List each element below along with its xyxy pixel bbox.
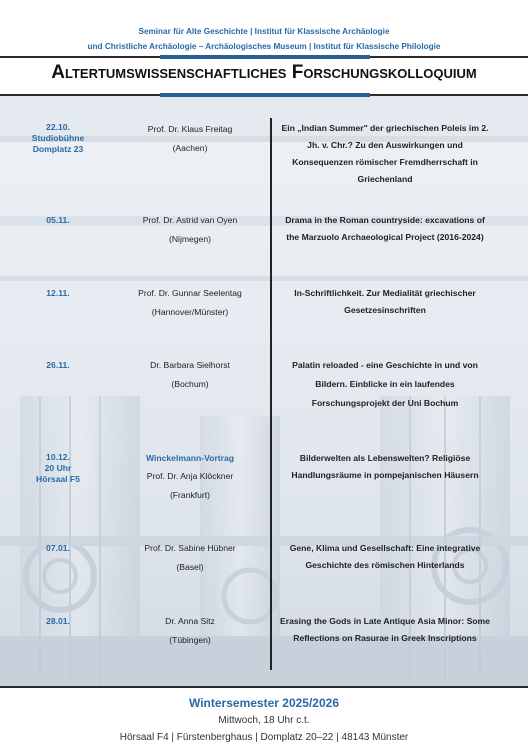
session-speaker: [110, 450, 270, 505]
session-date: [14, 122, 102, 155]
session-date-day: 10.12.: [46, 452, 70, 462]
session-date: [14, 543, 102, 554]
header: [0, 0, 528, 60]
session-topic: Gene, Klima und Gesellschaft: Eine integrative Geschichte des römischen Hinterlands: [289, 543, 481, 570]
session-speaker: [110, 284, 270, 322]
title-rule-accent: [160, 93, 370, 97]
session-topic: Bilderwelten als Lebenswelten? Religiöse Handlungsräume in pompejanischen Häusern: [291, 453, 479, 480]
speaker-name: Prof. Dr. Klaus Freitag: [147, 124, 233, 134]
session-date-day: 22.10.: [46, 122, 70, 132]
special-lecture-label: Winckelmann-Vortrag: [145, 453, 235, 463]
session-speaker: [110, 356, 270, 394]
speaker-affiliation: (Frankfurt): [169, 490, 211, 500]
footer: [0, 688, 528, 752]
speaker-affiliation: (Aachen): [172, 143, 208, 153]
session-date: [14, 452, 102, 485]
header-institutes-line-2: und Christliche Archäologie – Archäologisches Museum | Institut für Klassische Philologie: [87, 42, 441, 51]
meeting-time: Mittwoch, 18 Uhr c.t.: [218, 715, 310, 726]
session-speaker: [110, 211, 270, 249]
speaker-affiliation: (Bochum): [171, 379, 209, 389]
session-topic: Palatin reloaded - eine Geschichte in und von Bildern. Einblicke in ein laufendes Forschungsprojekt der Uni Bochum: [292, 360, 478, 408]
session-topic: Ein „Indian Summer" der griechischen Poleis im 2. Jh. v. Chr.? Zu den Auswirkungen und Konsequenzen römischer Fremdherrschaft in Griechenland: [281, 123, 489, 184]
session-date-day: 28.01.: [46, 616, 70, 626]
session-date-venue: Studiobühne: [31, 133, 85, 143]
session-topic: In-Schriftlichkeit. Zur Medialität griechischer Gesetzesinschriften: [294, 288, 476, 315]
speaker-name: Dr. Anna Sitz: [165, 616, 215, 626]
session-date-day: 12.11.: [46, 288, 70, 298]
speaker-affiliation: (Basel): [176, 562, 204, 572]
speaker-name: Prof. Dr. Anja Klöckner: [146, 471, 234, 481]
page-title: Altertumswissenschaftliches Forschungskolloquium: [51, 62, 477, 83]
speaker-affiliation: (Hannover/Münster): [151, 307, 229, 317]
header-rule-accent: [160, 55, 370, 59]
speaker-name: Dr. Barbara Sielhorst: [150, 360, 230, 370]
header-institutes-line-1: Seminar für Alte Geschichte | Institut für Klassische Archäologie: [138, 27, 390, 36]
session-date-room: Hörsaal F5: [36, 474, 80, 484]
session-date-day: 05.11.: [46, 215, 70, 225]
column-divider: [270, 118, 272, 670]
session-date-time: 20 Uhr: [44, 463, 72, 473]
semester-label: Wintersemester 2025/2026: [189, 696, 339, 710]
speaker-name: Prof. Dr. Gunnar Seelentag: [138, 288, 242, 298]
session-date-day: 26.11.: [46, 360, 70, 370]
session-topic: Erasing the Gods in Late Antique Asia Minor: Some Reflections on Rasurae in Greek Inscriptions: [280, 616, 490, 643]
meeting-place: Hörsaal F4 | Fürstenberghaus | Domplatz 20–22 | 48143 Münster: [119, 732, 409, 743]
session-date-day: 07.01.: [46, 543, 70, 553]
session-speaker: [110, 120, 270, 158]
session-date-address: Domplatz 23: [32, 144, 84, 154]
speaker-name: Prof. Dr. Astrid van Oyen: [142, 215, 238, 225]
speaker-affiliation: (Tübingen): [169, 635, 211, 645]
session-date: [14, 360, 102, 371]
session-topic: Drama in the Roman countryside: excavations of the Marzuolo Archaeological Project (2016-2024): [285, 215, 485, 242]
speaker-name: Prof. Dr. Sabine Hübner: [144, 543, 236, 553]
speaker-affiliation: (Nijmegen): [168, 234, 212, 244]
session-date: [14, 288, 102, 299]
session-speaker: [110, 539, 270, 577]
session-speaker: [110, 612, 270, 650]
session-date: [14, 616, 102, 627]
session-date: [14, 215, 102, 226]
